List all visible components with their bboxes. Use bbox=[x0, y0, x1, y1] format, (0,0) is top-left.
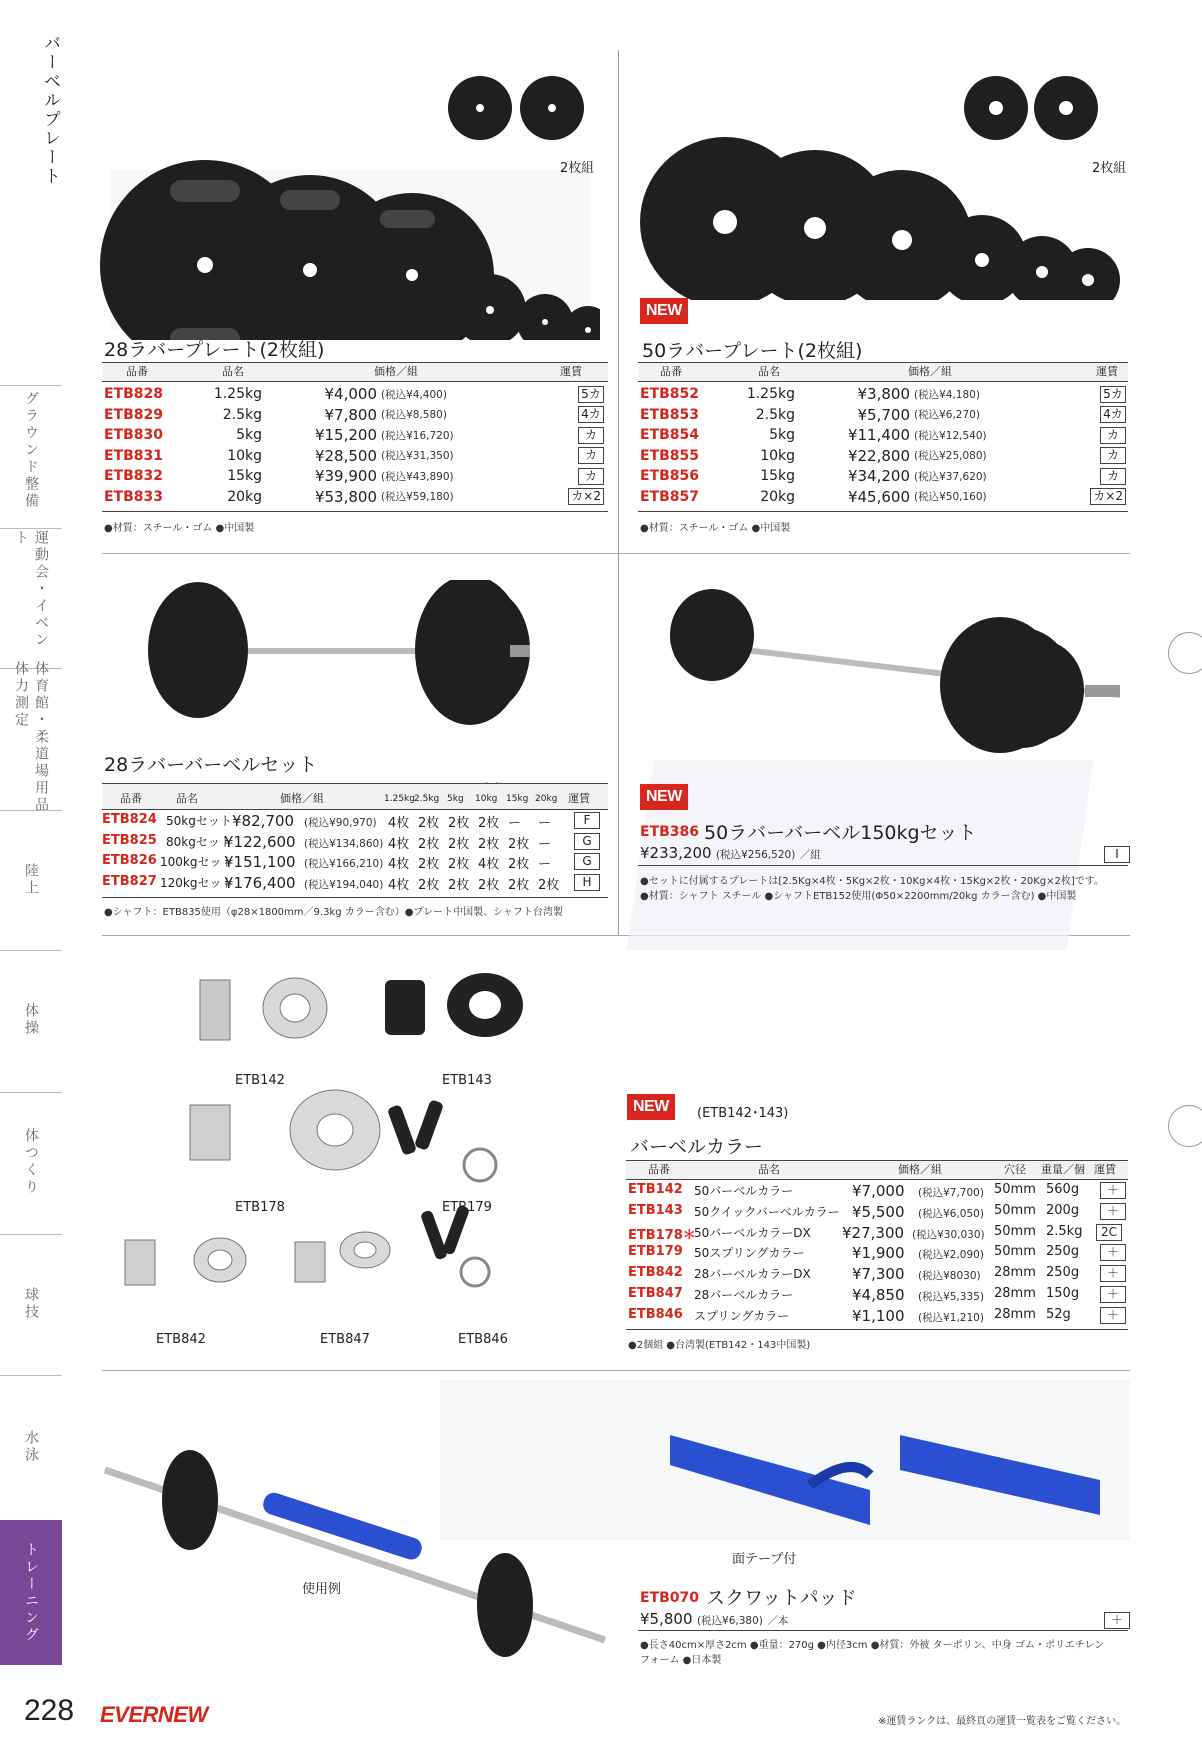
sidebar-tab-label: 陸上 bbox=[23, 862, 39, 897]
set-qty: 2枚 bbox=[508, 877, 530, 893]
product-name: 50クイックバーベルカラー bbox=[694, 1204, 840, 1219]
product-tax: (税込¥31,350) bbox=[381, 450, 454, 463]
table-row bbox=[628, 1182, 1128, 1203]
ship-rank: カ bbox=[578, 468, 604, 485]
pad-usage-label: 使用例 bbox=[302, 1582, 342, 1597]
product-price: ¥5,700 bbox=[857, 405, 910, 424]
header-hinban: 品番 bbox=[648, 1163, 670, 1176]
product-name: 5kg bbox=[769, 427, 795, 444]
product-name: 15kg bbox=[760, 468, 795, 485]
sidebar-tab-label: グラウンド整備 bbox=[23, 391, 39, 510]
sidebar-tab-label: トレーニング bbox=[23, 1541, 39, 1644]
set-qty: 2枚 bbox=[448, 877, 470, 893]
set-qty: 4枚 bbox=[388, 836, 410, 852]
product-tax: (税込¥6,050) bbox=[918, 1207, 984, 1220]
product-code: ETB833 bbox=[104, 488, 164, 505]
table-row bbox=[628, 1224, 1128, 1245]
pad-tape-label: 面テープ付 bbox=[732, 1552, 797, 1567]
sidebar-tab-swimming[interactable] bbox=[0, 1377, 62, 1517]
header-hinmei: 品名 bbox=[222, 365, 244, 378]
product-code: ETB830 bbox=[104, 427, 164, 444]
set-qty: 2枚 bbox=[478, 836, 500, 852]
product-tax: (税込¥194,040) bbox=[304, 878, 384, 891]
pad-note-1: ●長さ40cm×厚さ2cm ●重量：270g ●内径3cm ●材質：外被 ターポリン、中身 ゴム・ポリエチレン bbox=[640, 1640, 1105, 1651]
ship-rank: ＋ bbox=[1104, 1612, 1130, 1629]
sidebar-tab-ballgames[interactable] bbox=[0, 1236, 62, 1371]
product-code: ETB842 bbox=[628, 1265, 683, 1281]
barbell28-table bbox=[102, 812, 608, 894]
product-price: ¥176,400 bbox=[224, 873, 296, 892]
table-row bbox=[640, 466, 1126, 487]
header-price: 価格／組 bbox=[908, 365, 952, 378]
hole-diameter: 50mm bbox=[994, 1223, 1036, 1239]
product-name: 1.25kg bbox=[746, 386, 795, 403]
product-code: ETB852 bbox=[640, 386, 700, 403]
product-price: ¥15,200 bbox=[314, 426, 377, 445]
sidebar-tab-label: 水泳 bbox=[23, 1430, 39, 1464]
pad-image bbox=[660, 1415, 1120, 1535]
collar-image-label: ETB179 bbox=[442, 1200, 492, 1215]
table-row bbox=[640, 446, 1126, 467]
table-row bbox=[102, 874, 608, 895]
table-row bbox=[628, 1307, 1128, 1328]
product-price: ¥82,700 bbox=[232, 812, 295, 830]
hole-diameter: 28mm bbox=[994, 1265, 1036, 1281]
collar-image-label: ETB178 bbox=[235, 1200, 285, 1215]
ship-rank: 2C bbox=[1096, 1224, 1122, 1241]
pad-note-2: フォーム ●日本製 bbox=[640, 1655, 722, 1666]
set-col-6: 20kg bbox=[535, 794, 558, 804]
product-tax: (税込¥59,180) bbox=[381, 491, 454, 504]
price-unit: ／組 bbox=[799, 849, 821, 861]
product-code: ETB831 bbox=[104, 447, 164, 464]
hole-diameter: 28mm bbox=[994, 1285, 1036, 1301]
product-name: 1.25kg bbox=[213, 386, 262, 403]
plate50-new-badge: NEW bbox=[640, 298, 688, 324]
product-name: 2.5kg bbox=[222, 406, 262, 423]
product-code: ETB143 bbox=[628, 1202, 683, 1218]
weight-per-piece: 150g bbox=[1046, 1285, 1080, 1301]
product-price: ¥53,800 bbox=[314, 487, 377, 506]
product-price: ¥22,800 bbox=[847, 446, 910, 465]
collar-image-label: ETB842 bbox=[156, 1332, 206, 1347]
product-code: ETB853 bbox=[640, 406, 700, 423]
product-code: ETB824 bbox=[102, 812, 157, 827]
pad-usage-image bbox=[100, 1440, 620, 1660]
sidebar-tab-label: 体操 bbox=[23, 1002, 39, 1037]
product-name: 120kgセット bbox=[160, 875, 234, 890]
collar-title: バーベルカラー bbox=[630, 1136, 764, 1158]
header-hinmei: 品名 bbox=[758, 1163, 780, 1176]
table-row bbox=[104, 405, 604, 426]
weight-per-piece: 2.5kg bbox=[1046, 1223, 1083, 1239]
sidebar-tab-training[interactable] bbox=[0, 1520, 62, 1665]
ship-rank: G bbox=[574, 833, 600, 850]
footer-note: ※運賃ランクは、最終頁の運賃一覧表をご覧ください。 bbox=[878, 1716, 1127, 1727]
ship-rank: ＋ bbox=[1100, 1244, 1126, 1261]
product-name: 80kgセット bbox=[166, 834, 232, 849]
weight-per-piece: 250g bbox=[1046, 1244, 1080, 1260]
product-code: ETB825 bbox=[102, 832, 157, 848]
table-row bbox=[628, 1265, 1128, 1286]
ship-rank: カ bbox=[578, 447, 604, 464]
collar-new-suffix: (ETB142･143) bbox=[697, 1106, 789, 1121]
hole-diameter: 50mm bbox=[994, 1244, 1036, 1260]
product-price: ¥45,600 bbox=[847, 487, 910, 506]
weight-per-piece: 250g bbox=[1046, 1265, 1080, 1281]
product-tax: (税込¥90,970) bbox=[304, 817, 377, 829]
product-price: ¥233,200 bbox=[640, 844, 712, 862]
ship-rank: 5カ bbox=[1100, 386, 1126, 403]
product-name: 15kg bbox=[227, 468, 262, 485]
table-row bbox=[104, 425, 604, 446]
collar-image-label: ETB847 bbox=[320, 1332, 370, 1347]
product-name: 100kgセット bbox=[160, 855, 234, 869]
table-row bbox=[640, 425, 1126, 446]
sidebar-tab-track[interactable] bbox=[0, 812, 62, 947]
plate50-table bbox=[640, 384, 1126, 507]
weight-per-piece: 200g bbox=[1046, 1202, 1080, 1218]
set-qty: 2枚 bbox=[478, 816, 500, 831]
plate28-title: 28ラバープレート(2枚組) bbox=[104, 339, 325, 361]
collar-image-label: ETB143 bbox=[442, 1073, 492, 1088]
header-ship: 運賃 bbox=[1094, 1163, 1116, 1176]
header-price: 価格／組 bbox=[280, 792, 324, 805]
brand-logo: EVERNEW bbox=[100, 1702, 208, 1727]
sidebar-tab-gymnastics[interactable] bbox=[0, 952, 62, 1087]
product-price: ¥4,850 bbox=[852, 1285, 905, 1304]
product-tax: (税込¥6,270) bbox=[914, 409, 980, 422]
plate28-image bbox=[100, 60, 600, 340]
product-name: 28バーベルカラー bbox=[694, 1287, 794, 1302]
set-qty: ー bbox=[538, 816, 552, 831]
table-row bbox=[102, 833, 608, 854]
set-qty: 2枚 bbox=[448, 816, 470, 831]
barbell50-title: 50ラバーバーベル150kgセット bbox=[704, 822, 977, 844]
set-qty: ー bbox=[538, 857, 552, 872]
product-code: ETB832 bbox=[104, 468, 164, 485]
product-tax: (税込¥50,160) bbox=[914, 491, 987, 504]
product-name: スプリングカラー bbox=[694, 1308, 790, 1323]
pad-code: ETB070 bbox=[640, 1590, 700, 1606]
product-price: ¥5,500 bbox=[852, 1202, 905, 1221]
table-row bbox=[628, 1203, 1128, 1224]
product-code: ETB826 bbox=[102, 853, 157, 868]
pad-price-line bbox=[640, 1610, 788, 1628]
product-tax: (税込¥8030) bbox=[918, 1270, 981, 1283]
hole-diameter: 28mm bbox=[994, 1306, 1036, 1322]
product-price: ¥1,900 bbox=[852, 1244, 905, 1263]
product-name: 50スプリングカラー bbox=[694, 1246, 805, 1261]
plate50-image bbox=[640, 60, 1130, 300]
ship-rank: G bbox=[574, 853, 600, 870]
product-price: ¥5,800 bbox=[640, 1610, 693, 1628]
product-price: ¥7,800 bbox=[324, 405, 377, 424]
set-qty: ー bbox=[508, 816, 522, 831]
sidebar-tab-label: 体育館・柔道場用品 体力測定 bbox=[13, 661, 49, 814]
set-qty: 4枚 bbox=[478, 857, 500, 872]
product-name: 20kg bbox=[227, 488, 262, 505]
product-code: ETB142 bbox=[628, 1182, 683, 1197]
product-code: ETB855 bbox=[640, 447, 700, 464]
product-tax: (税込¥1,210) bbox=[918, 1311, 984, 1324]
plate28-table bbox=[104, 384, 604, 507]
product-price: ¥27,300 bbox=[842, 1223, 905, 1242]
ship-rank: 4カ bbox=[1100, 406, 1126, 423]
barbell50-note-1: ●セットに付属するプレートは[2.5Kg×4枚・5Kg×2枚・10Kg×4枚・15Kg×2枚・20Kg×2枚]です。 bbox=[640, 876, 1104, 887]
table-row bbox=[102, 812, 608, 833]
product-price: ¥11,400 bbox=[847, 426, 910, 445]
product-tax: (税込¥7,700) bbox=[918, 1187, 984, 1199]
product-name: 5kg bbox=[236, 427, 262, 444]
barbell28-image bbox=[140, 580, 560, 740]
ship-rank: F bbox=[574, 812, 600, 829]
header-hinban: 品番 bbox=[120, 792, 142, 805]
table-row bbox=[104, 466, 604, 487]
binder-hole bbox=[1168, 632, 1202, 674]
table-row bbox=[628, 1244, 1128, 1265]
table-row bbox=[102, 853, 608, 874]
set-qty: ー bbox=[538, 836, 552, 852]
ship-rank: 5カ bbox=[578, 386, 604, 403]
ship-rank: ＋ bbox=[1100, 1286, 1126, 1303]
barbell50-price-line bbox=[640, 844, 821, 862]
sidebar-tab-gym[interactable] bbox=[0, 661, 62, 814]
ship-rank: ＋ bbox=[1100, 1203, 1126, 1220]
product-price: ¥4,000 bbox=[324, 385, 377, 404]
product-price: ¥28,500 bbox=[314, 446, 377, 465]
header-hinban: 品番 bbox=[660, 365, 682, 378]
set-qty: 2枚 bbox=[418, 816, 440, 831]
table-row bbox=[104, 384, 604, 405]
product-name: 20kg bbox=[760, 488, 795, 505]
ship-rank: ＋ bbox=[1100, 1182, 1126, 1199]
sidebar-tab-label: 球技 bbox=[23, 1286, 39, 1321]
sidebar-tab-ground[interactable] bbox=[0, 388, 62, 513]
product-name: 10kg bbox=[227, 447, 262, 464]
table-row bbox=[640, 405, 1126, 426]
plate50-title: 50ラバープレート(2枚組) bbox=[642, 340, 863, 362]
set-col-3: 5kg bbox=[447, 794, 464, 804]
plate28-pair-label: 2枚組 bbox=[560, 161, 595, 176]
header-hinmei: 品名 bbox=[176, 792, 198, 805]
product-code: ETB857 bbox=[640, 488, 700, 505]
sidebar-tab-event[interactable] bbox=[0, 530, 62, 665]
table-row bbox=[628, 1286, 1128, 1307]
product-name: 50バーベルカラー bbox=[694, 1184, 794, 1198]
product-code: ETB846 bbox=[628, 1306, 683, 1322]
product-tax: (税込¥25,080) bbox=[914, 450, 987, 463]
sidebar-tab-fitness[interactable] bbox=[0, 1094, 62, 1229]
product-tax: (税込¥4,180) bbox=[914, 388, 980, 401]
product-price: ¥122,600 bbox=[224, 832, 296, 851]
product-code: ETB829 bbox=[104, 406, 164, 423]
product-tax: (税込¥37,620) bbox=[914, 470, 987, 483]
header-hole: 穴径 bbox=[1004, 1163, 1026, 1176]
table-row bbox=[104, 487, 604, 508]
sidebar-tab-label: 運動会・イベント bbox=[13, 530, 49, 649]
page-category-title: バーベルプレート bbox=[40, 34, 60, 186]
set-qty: 2枚 bbox=[538, 877, 560, 893]
product-price: ¥151,100 bbox=[224, 853, 296, 871]
ship-rank: H bbox=[574, 874, 600, 891]
product-tax: (税込¥43,890) bbox=[381, 470, 454, 483]
collar-images bbox=[100, 960, 620, 1340]
collar-image-label: ETB142 bbox=[235, 1073, 285, 1088]
product-tax: (税込¥5,335) bbox=[918, 1290, 984, 1303]
ship-rank: カ×2 bbox=[1090, 488, 1126, 505]
set-qty: 4枚 bbox=[388, 816, 410, 831]
barbell28-title: 28ラバーバーベルセット bbox=[104, 754, 318, 776]
product-name: 50バーベルカラーDX bbox=[694, 1225, 811, 1240]
barbell50-note-2: ●材質：シャフト スチール ●シャフトETB152使用(Φ50×2200mm/20kg カラー含む) ●中国製 bbox=[640, 891, 1077, 902]
set-qty: 2枚 bbox=[508, 857, 530, 872]
collar-table bbox=[628, 1182, 1128, 1328]
product-tax: (税込¥134,860) bbox=[304, 837, 384, 850]
page-number: 228 bbox=[24, 1694, 75, 1727]
plate28-note: ●材質：スチール・ゴム ●中国製 bbox=[104, 523, 255, 534]
set-col-2: 2.5kg bbox=[414, 794, 440, 804]
barbell50-image bbox=[660, 585, 1120, 755]
product-tax: (税込¥6,380) bbox=[696, 1615, 763, 1627]
collar-new-badge: NEW bbox=[627, 1094, 675, 1120]
table-row bbox=[640, 384, 1126, 405]
product-tax: (税込¥12,540) bbox=[914, 429, 987, 442]
product-tax: (税込¥256,520) bbox=[716, 849, 796, 861]
header-ship: 運賃 bbox=[1096, 365, 1118, 378]
product-price: ¥7,000 bbox=[852, 1182, 905, 1200]
product-name: 28バーベルカラーDX bbox=[694, 1267, 811, 1282]
barbell50-new-badge: NEW bbox=[640, 784, 688, 810]
price-unit: ／本 bbox=[767, 1615, 789, 1627]
product-code: ETB178＊ bbox=[628, 1227, 696, 1243]
set-qty: 2枚 bbox=[418, 836, 440, 852]
ship-rank: カ bbox=[1100, 447, 1126, 464]
product-tax: (税込¥166,210) bbox=[304, 858, 384, 870]
set-col-1: 1.25kg bbox=[384, 794, 415, 804]
set-col-4: 10kg bbox=[475, 794, 498, 804]
header-hinban: 品番 bbox=[126, 365, 148, 378]
product-price: ¥34,200 bbox=[847, 467, 910, 486]
set-qty: 2枚 bbox=[448, 836, 470, 852]
set-qty: 2枚 bbox=[418, 877, 440, 893]
ship-rank: カ bbox=[1100, 468, 1126, 485]
product-price: ¥1,100 bbox=[852, 1306, 905, 1325]
product-price: ¥3,800 bbox=[857, 385, 910, 404]
set-col-5: 15kg bbox=[506, 794, 529, 804]
collar-note: ●2個組 ●台湾製(ETB142・143中国製) bbox=[628, 1340, 811, 1351]
product-price: ¥7,300 bbox=[852, 1265, 905, 1284]
product-tax: (税込¥4,400) bbox=[381, 388, 447, 401]
product-tax: (税込¥2,090) bbox=[918, 1249, 984, 1262]
table-row bbox=[104, 446, 604, 467]
product-name: 2.5kg bbox=[755, 406, 795, 423]
weight-per-piece: 560g bbox=[1046, 1182, 1080, 1197]
product-price: ¥39,900 bbox=[314, 467, 377, 486]
collar-image-label: ETB846 bbox=[458, 1332, 508, 1347]
sidebar-tab-label: 体つくり bbox=[23, 1127, 39, 1196]
product-tax: (税込¥30,030) bbox=[912, 1228, 985, 1241]
table-row bbox=[640, 487, 1126, 508]
header-ship: 運賃 bbox=[568, 792, 590, 805]
product-code: ETB854 bbox=[640, 427, 700, 444]
ship-rank: カ bbox=[578, 427, 604, 444]
barbell28-note: ●シャフト：ETB835使用（φ28×1800mm／9.3kg カラー含む）●プレート中国製、シャフト台湾製 bbox=[104, 907, 563, 918]
pad-title: スクワットパッド bbox=[706, 1587, 857, 1609]
weight-per-piece: 52g bbox=[1046, 1306, 1071, 1322]
ship-rank: I bbox=[1104, 846, 1130, 863]
header-ship: 運賃 bbox=[560, 365, 582, 378]
set-qty: 4枚 bbox=[388, 857, 410, 872]
header-weight: 重量／個 bbox=[1041, 1163, 1085, 1176]
ship-rank: ＋ bbox=[1100, 1307, 1126, 1324]
set-qty: 2枚 bbox=[418, 857, 440, 872]
product-code: ETB828 bbox=[104, 386, 164, 403]
product-name: 10kg bbox=[760, 447, 795, 464]
product-tax: (税込¥16,720) bbox=[381, 429, 454, 442]
hole-diameter: 50mm bbox=[994, 1182, 1036, 1197]
product-tax: (税込¥8,580) bbox=[381, 409, 447, 422]
plate50-note: ●材質：スチール・ゴム ●中国製 bbox=[640, 523, 791, 534]
ship-rank: カ bbox=[1100, 427, 1126, 444]
ship-rank: カ×2 bbox=[568, 488, 604, 505]
header-price: 価格／組 bbox=[374, 365, 418, 378]
set-qty: 4枚 bbox=[388, 877, 410, 893]
product-code: ETB179 bbox=[628, 1244, 683, 1260]
barbell50-code: ETB386 bbox=[640, 824, 700, 840]
header-price: 価格／組 bbox=[898, 1163, 942, 1176]
product-code: ETB827 bbox=[102, 873, 157, 889]
set-qty: 2枚 bbox=[448, 857, 470, 872]
ship-rank: 4カ bbox=[578, 406, 604, 423]
product-code: ETB856 bbox=[640, 468, 700, 485]
header-hinmei: 品名 bbox=[758, 365, 780, 378]
set-qty: 2枚 bbox=[478, 877, 500, 893]
ship-rank: ＋ bbox=[1100, 1265, 1126, 1282]
hole-diameter: 50mm bbox=[994, 1202, 1036, 1218]
set-qty: 2枚 bbox=[508, 836, 530, 852]
product-code: ETB847 bbox=[628, 1285, 683, 1301]
plate50-pair-label: 2枚組 bbox=[1092, 161, 1127, 176]
product-name: 50kgセット bbox=[166, 814, 232, 828]
binder-hole bbox=[1168, 1105, 1202, 1147]
